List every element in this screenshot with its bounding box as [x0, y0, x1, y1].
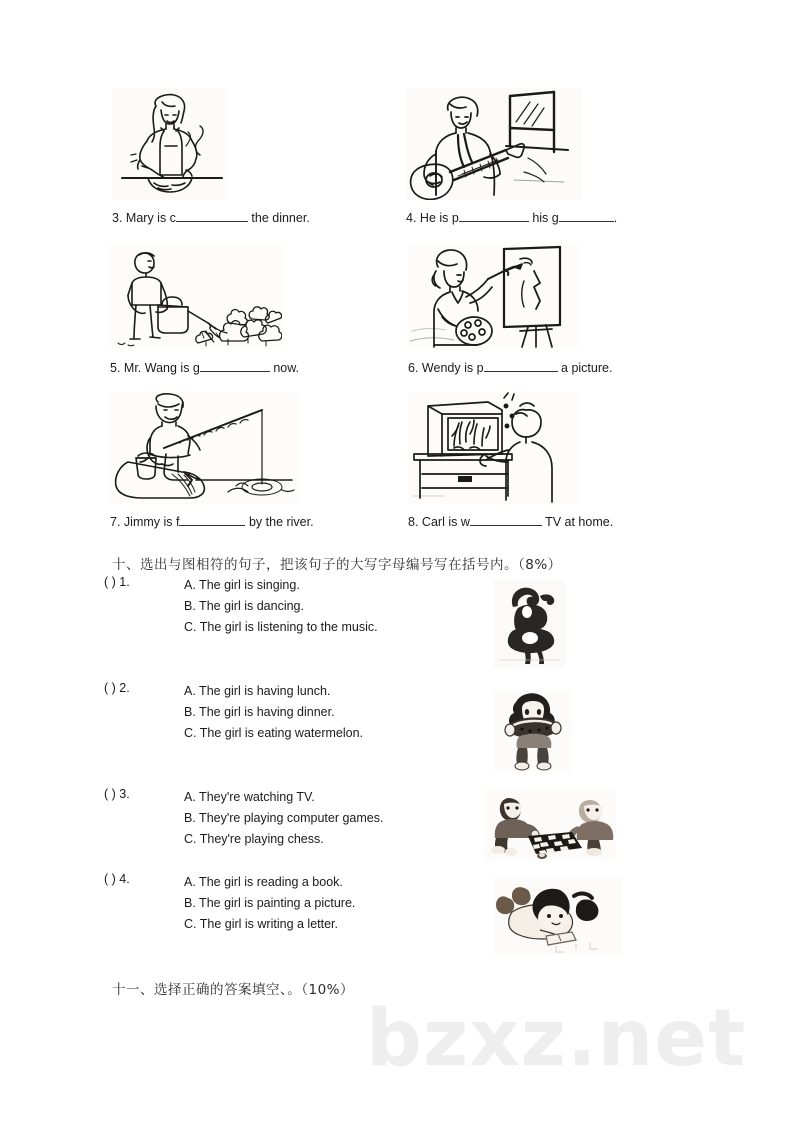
mc-2-option-a[interactable]: A. The girl is having lunch.	[184, 684, 331, 698]
boy-fishing-by-river-illustration	[110, 392, 298, 504]
caption-5	[110, 362, 299, 375]
mc-4-option-c[interactable]: C. The girl is writing a letter.	[184, 917, 338, 931]
caption-4	[406, 212, 617, 225]
mc-1-option-b[interactable]: B. The girl is dancing.	[184, 599, 304, 613]
q7-text-before: Jimmy is f	[123, 515, 180, 529]
girl-reading-book-photo	[494, 878, 622, 954]
mc-4-options	[184, 872, 355, 935]
mc-2-option-c[interactable]: C. The girl is eating watermelon.	[184, 726, 364, 740]
mc-3-options	[184, 787, 383, 850]
mc-4-option-a[interactable]: A. The girl is reading a book.	[184, 875, 343, 889]
q8-text-before: Carl is w	[421, 515, 470, 529]
q5-number: 5.	[110, 361, 121, 375]
mc-2-options	[184, 681, 363, 744]
mc-4-option-b[interactable]: B. The girl is painting a picture.	[184, 896, 356, 910]
picture-exercise-6	[408, 245, 612, 375]
q4-number: 4.	[406, 211, 417, 225]
q8-number: 8.	[408, 515, 419, 529]
q8-text-after: TV at home.	[545, 515, 614, 529]
q3-text-before: Mary is c	[125, 211, 176, 225]
mc-3-option-c[interactable]: C. They're playing chess.	[184, 832, 324, 846]
mc-4-answer-blank[interactable]: ( ) 4.	[104, 872, 130, 886]
caption-3	[112, 212, 310, 225]
q4-text-after: .	[613, 211, 618, 225]
picture-exercise-7	[110, 392, 314, 529]
section-ten-heading: 十、选出与图相符的句子，把该句子的大写字母编号写在括号内。（8%）	[112, 557, 562, 573]
mc-1-option-a[interactable]: A. The girl is singing.	[184, 578, 300, 592]
q6-blank[interactable]	[484, 371, 558, 372]
caption-8	[408, 516, 613, 529]
q6-text-after: a picture.	[561, 361, 613, 375]
cooking-woman-illustration	[112, 88, 228, 200]
q7-text-after: by the river.	[248, 515, 314, 529]
children-playing-chess-photo	[484, 790, 616, 860]
q5-text-before: Mr. Wang is g	[123, 361, 200, 375]
q6-text-before: Wendy is p	[421, 361, 484, 375]
q7-number: 7.	[110, 515, 121, 529]
q6-number: 6.	[408, 361, 419, 375]
q7-blank[interactable]	[179, 525, 245, 526]
q8-blank[interactable]	[470, 525, 542, 526]
q4-text-before: He is p	[419, 211, 459, 225]
mc-3-option-a[interactable]: A. They're watching TV.	[184, 790, 315, 804]
man-watering-garden-illustration	[110, 245, 282, 349]
mc-1-answer-blank[interactable]: ( ) 1.	[104, 575, 130, 589]
q3-blank[interactable]	[176, 221, 248, 222]
caption-7	[110, 516, 314, 529]
mc-1-option-c[interactable]: C. The girl is listening to the music.	[184, 620, 378, 634]
site-watermark: bzxz.net	[366, 994, 747, 1084]
girl-painting-picture-illustration	[408, 245, 578, 349]
mc-2-answer-blank[interactable]: ( ) 2.	[104, 681, 130, 695]
q3-text-after: the dinner.	[251, 211, 310, 225]
section-eleven-heading: 十一、选择正确的答案填空、。（10%）	[112, 982, 355, 998]
q3-number: 3.	[112, 211, 123, 225]
picture-exercise-3	[112, 88, 310, 225]
boy-playing-guitar-illustration	[406, 88, 582, 200]
picture-exercise-8	[408, 392, 613, 529]
picture-exercise-5	[110, 245, 299, 375]
boy-watching-tv-illustration	[408, 392, 578, 504]
mc-1-options	[184, 575, 378, 638]
q4-text-middle: his g	[532, 211, 559, 225]
girl-eating-watermelon-photo	[494, 690, 572, 772]
dancing-girl-photo	[494, 580, 566, 668]
mc-3-option-b[interactable]: B. They're playing computer games.	[184, 811, 384, 825]
q4-blank-1[interactable]	[459, 221, 529, 222]
q4-blank-2[interactable]	[559, 221, 614, 222]
caption-6	[408, 362, 612, 375]
mc-2-option-b[interactable]: B. The girl is having dinner.	[184, 705, 335, 719]
picture-exercise-4	[406, 88, 617, 225]
mc-3-answer-blank[interactable]: ( ) 3.	[104, 787, 130, 801]
q5-text-after: now.	[273, 361, 300, 375]
q5-blank[interactable]	[200, 371, 270, 372]
